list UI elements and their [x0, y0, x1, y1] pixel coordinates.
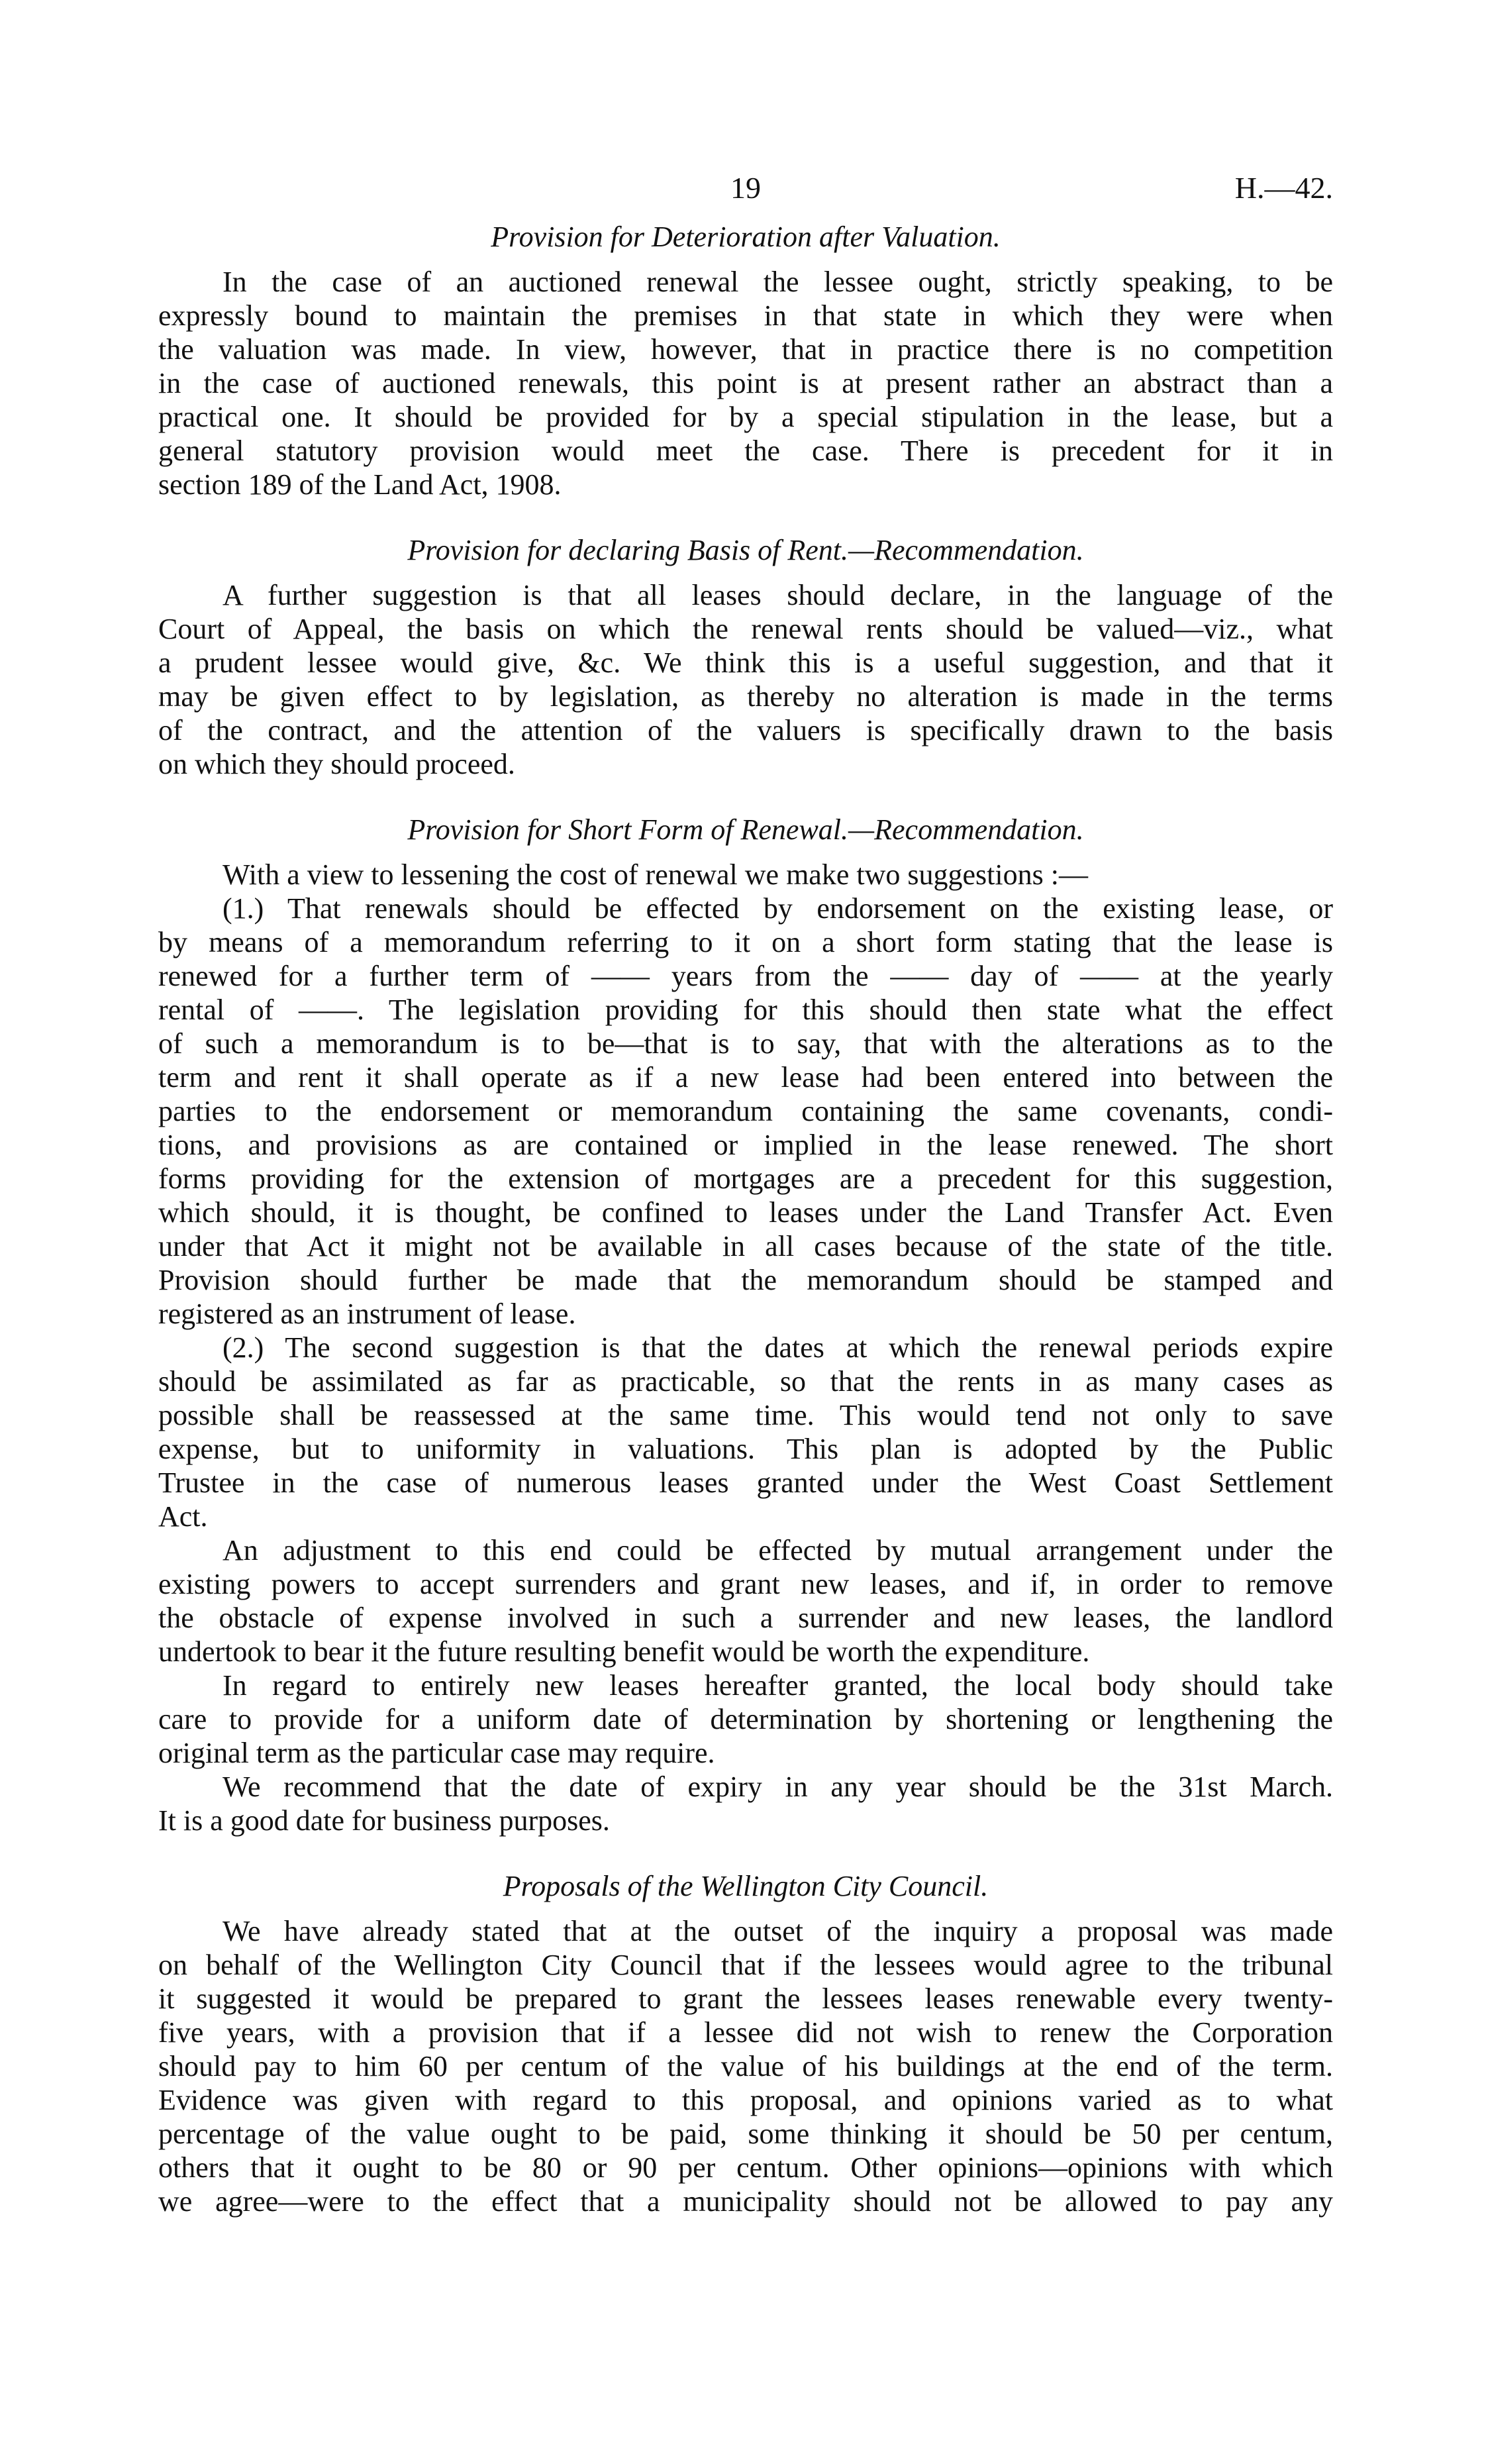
text-line: registered as an instrument of lease.: [158, 1298, 576, 1330]
section-heading: Provision for declaring Basis of Rent.—Recommendation.: [407, 534, 1084, 566]
text-line: parties to the endorsement or memorandum containing the same covenants, condi-: [158, 1095, 1333, 1127]
section-heading: Proposals of the Wellington City Council.: [503, 1870, 989, 1902]
paragraph: [158, 1533, 1333, 1668]
page-number: 19: [730, 171, 761, 205]
text-line: existing powers to accept surrenders and grant new leases, and if, in order to remove: [158, 1568, 1333, 1600]
text-line: of such a memorandum is to be—that is to say, that with the alterations as to the: [158, 1027, 1333, 1060]
page-header: [158, 172, 1333, 205]
paragraph: [158, 1770, 1333, 1837]
text-line: An adjustment to this end could be effected by mutual arrangement under the: [223, 1534, 1333, 1566]
text-line: undertook to bear it the future resulting benefit would be worth the expenditure.: [158, 1635, 1090, 1668]
text-line: others that it ought to be 80 or 90 per centum. Other opinions—opinions with which: [158, 2151, 1333, 2184]
text-line: A further suggestion is that all leases should declare, in the language of the: [223, 579, 1333, 611]
text-line: should pay to him 60 per centum of the value of his buildings at the end of the term.: [158, 2050, 1333, 2082]
paragraph: [158, 892, 1333, 1331]
text-line: we agree—were to the effect that a municipality should not be allowed to pay any: [158, 2185, 1333, 2218]
text-line: a prudent lessee would give, &c. We think this is a useful suggestion, and that it: [158, 646, 1333, 679]
text-line: general statutory provision would meet the case. There is precedent for it in: [158, 435, 1333, 467]
text-line: renewed for a further term of —— years from the —— day of —— at the yearly: [158, 960, 1333, 992]
text-line: We have already stated that at the outset of the inquiry a proposal was made: [223, 1915, 1333, 1947]
text-line: (2.) The second suggestion is that the dates at which the renewal periods expire: [223, 1331, 1333, 1364]
paragraph: [158, 1668, 1333, 1770]
text-line: Provision should further be made that the memorandum should be stamped and: [158, 1264, 1333, 1296]
section: [158, 209, 1333, 501]
document-reference: H.—42.: [1234, 171, 1333, 205]
text-line: it suggested it would be prepared to grant the lessees leases renewable every twenty-: [158, 1982, 1333, 2015]
paragraph: [158, 1331, 1333, 1533]
document-body: [158, 209, 1333, 2218]
text-line: We recommend that the date of expiry in any year should be the 31st March.: [223, 1771, 1333, 1803]
text-line: tions, and provisions as are contained or implied in the lease renewed. The short: [158, 1129, 1333, 1161]
paragraph: [158, 858, 1333, 892]
text-line: In the case of an auctioned renewal the lessee ought, strictly speaking, to be: [223, 266, 1333, 298]
text-line: care to provide for a uniform date of determination by shortening or lengthening the: [158, 1703, 1333, 1735]
text-line: in the case of auctioned renewals, this point is at present rather an abstract than a: [158, 367, 1333, 399]
text-line: With a view to lessening the cost of renewal we make two suggestions :—: [223, 858, 1088, 891]
text-line: (1.) That renewals should be effected by endorsement on the existing lease, or: [223, 892, 1333, 925]
text-line: Act.: [158, 1500, 208, 1533]
text-line: which should, it is thought, be confined to leases under the Land Transfer Act. Even: [158, 1196, 1333, 1229]
text-line: rental of ——. The legislation providing for this should then state what the effect: [158, 994, 1333, 1026]
text-line: the obstacle of expense involved in such a surrender and new leases, the landlord: [158, 1602, 1333, 1634]
document-page: [158, 172, 1333, 2218]
text-line: Court of Appeal, the basis on which the renewal rents should be valued—viz., what: [158, 613, 1333, 645]
section-heading: Provision for Short Form of Renewal.—Recommendation.: [407, 813, 1084, 846]
text-line: expense, but to uniformity in valuations. This plan is adopted by the Public: [158, 1433, 1333, 1465]
text-line: term and rent it shall operate as if a new lease had been entered into between the: [158, 1061, 1333, 1094]
text-line: on which they should proceed.: [158, 748, 515, 780]
section: [158, 522, 1333, 781]
paragraph: [158, 578, 1333, 781]
text-line: Trustee in the case of numerous leases granted under the West Coast Settlement: [158, 1466, 1333, 1499]
section-heading: Provision for Deterioration after Valuation.: [491, 221, 1001, 253]
text-line: percentage of the value ought to be paid, some thinking it should be 50 per centum,: [158, 2118, 1333, 2150]
text-line: forms providing for the extension of mortgages are a precedent for this suggestion,: [158, 1162, 1333, 1195]
text-line: section 189 of the Land Act, 1908.: [158, 468, 562, 501]
paragraph: [158, 265, 1333, 501]
section: [158, 1858, 1333, 2218]
text-line: of the contract, and the attention of the valuers is specifically drawn to the basis: [158, 714, 1333, 746]
paragraph: [158, 1914, 1333, 2218]
text-line: In regard to entirely new leases hereafter granted, the local body should take: [223, 1669, 1333, 1702]
text-line: five years, with a provision that if a lessee did not wish to renew the Corporation: [158, 2016, 1333, 2049]
text-line: practical one. It should be provided for by a special stipulation in the lease, but a: [158, 401, 1333, 433]
text-line: by means of a memorandum referring to it on a short form stating that the lease is: [158, 926, 1333, 958]
text-line: expressly bound to maintain the premises in that state in which they were when: [158, 299, 1333, 332]
text-line: possible shall be reassessed at the same time. This would tend not only to save: [158, 1399, 1333, 1431]
text-line: original term as the particular case may require.: [158, 1737, 715, 1769]
text-line: under that Act it might not be available in all cases because of the state of the title.: [158, 1230, 1333, 1262]
text-line: may be given effect to by legislation, as thereby no alteration is made in the terms: [158, 680, 1333, 713]
text-line: It is a good date for business purposes.: [158, 1804, 610, 1837]
text-line: the valuation was made. In view, however, that in practice there is no competition: [158, 333, 1333, 366]
text-line: should be assimilated as far as practicable, so that the rents in as many cases as: [158, 1365, 1333, 1398]
text-line: Evidence was given with regard to this proposal, and opinions varied as to what: [158, 2084, 1333, 2116]
text-line: on behalf of the Wellington City Council that if the lessees would agree to the tribunal: [158, 1949, 1333, 1981]
section: [158, 801, 1333, 1837]
